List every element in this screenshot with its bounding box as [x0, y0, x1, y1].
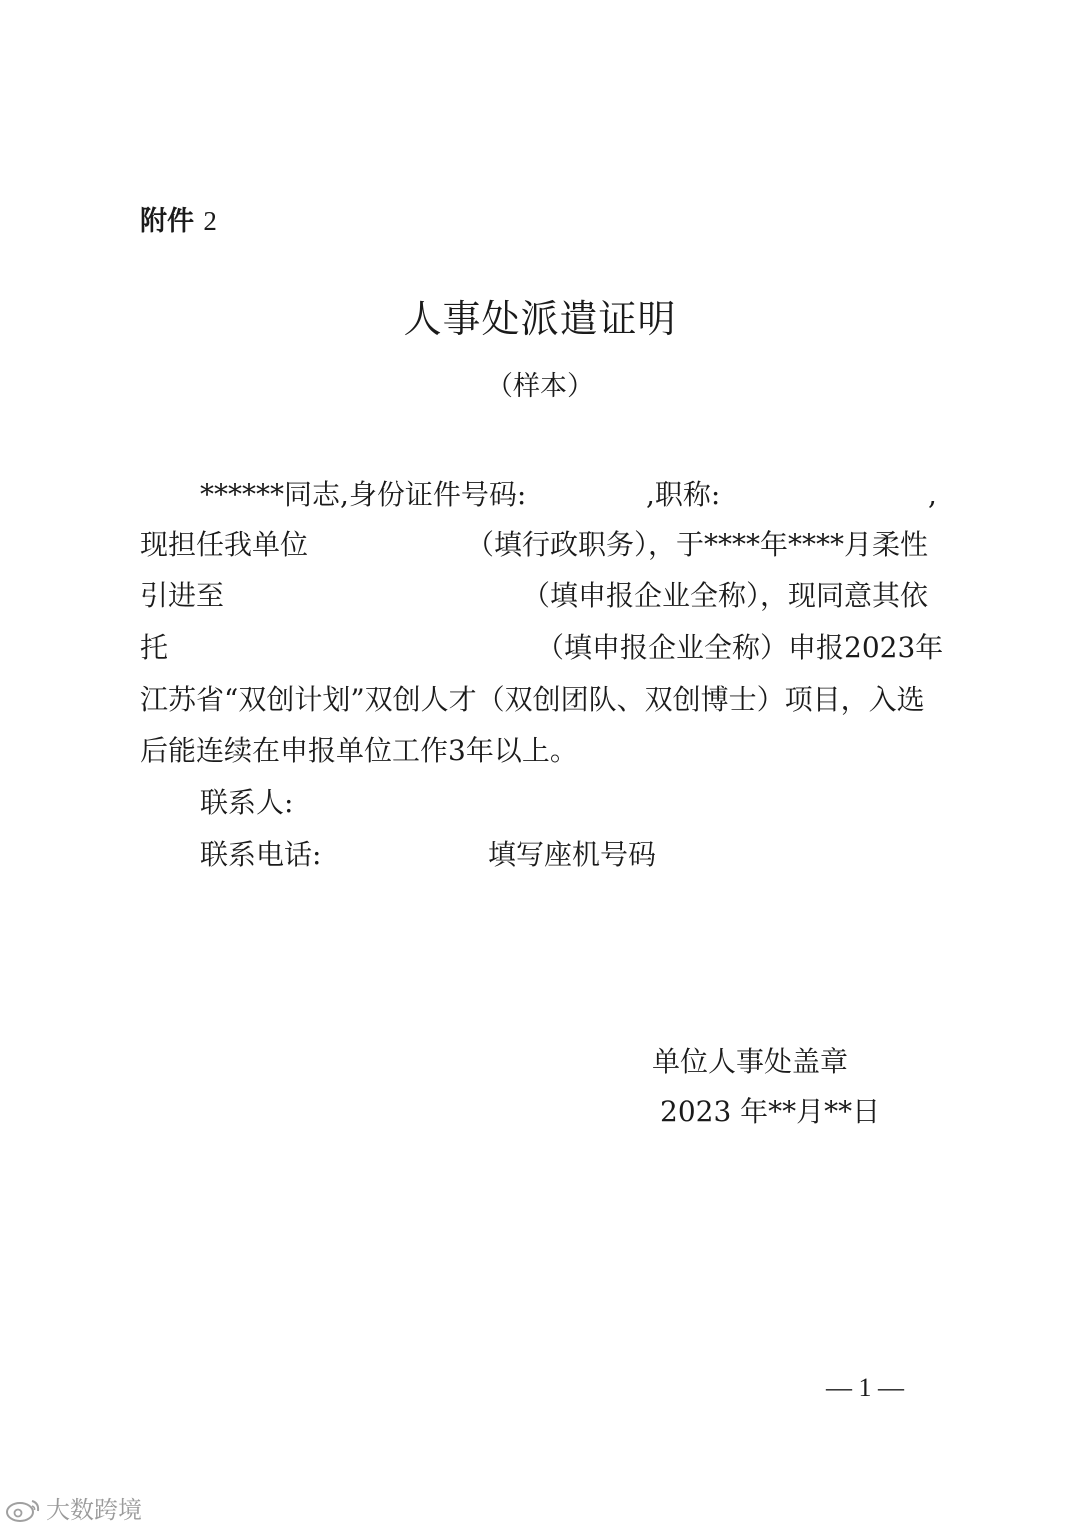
document-title: 人事处派遣证明 [403, 297, 677, 341]
body-line-1-comma: , [928, 478, 937, 511]
issue-date: 2023 年**月**日 [660, 1095, 881, 1128]
contact-phone-hint: 填写座机号码 [488, 838, 657, 871]
attachment-label [140, 208, 217, 235]
body-line-1-name-id: ******同志,身份证件号码: [200, 478, 527, 511]
body-line-2-end: （填行政职务），于****年****月柔性 [466, 528, 929, 561]
body-line-3-end: （填申报企业全称），现同意其依 [522, 579, 929, 612]
weibo-logo-icon [4, 1497, 42, 1523]
contact-person-label: 联系人: [200, 786, 294, 819]
body-line-6: 后能连续在申报单位工作3年以上。 [140, 734, 578, 767]
attachment-number: 2 [203, 206, 217, 236]
body-line-3-start: 引进至 [140, 579, 225, 612]
body-line-4-start: 托 [140, 631, 169, 664]
watermark [4, 1497, 142, 1523]
seal-text: 单位人事处盖章 [652, 1045, 849, 1078]
document-subtitle: （样本） [486, 371, 594, 402]
watermark-text: 大数跨境 [46, 1496, 142, 1524]
contact-phone-label: 联系电话: [200, 838, 322, 871]
page-number: — 1 — [826, 1373, 904, 1402]
body-line-1-title: ,职称: [646, 478, 721, 511]
body-line-5: 江苏省“双创计划”双创人才（双创团队、双创博士）项目，入选 [140, 683, 925, 716]
attachment-text: 附件 [140, 206, 194, 237]
body-line-2-start: 现担任我单位 [140, 528, 309, 561]
body-line-4-end: （填申报企业全称）申报2023年 [536, 631, 944, 664]
